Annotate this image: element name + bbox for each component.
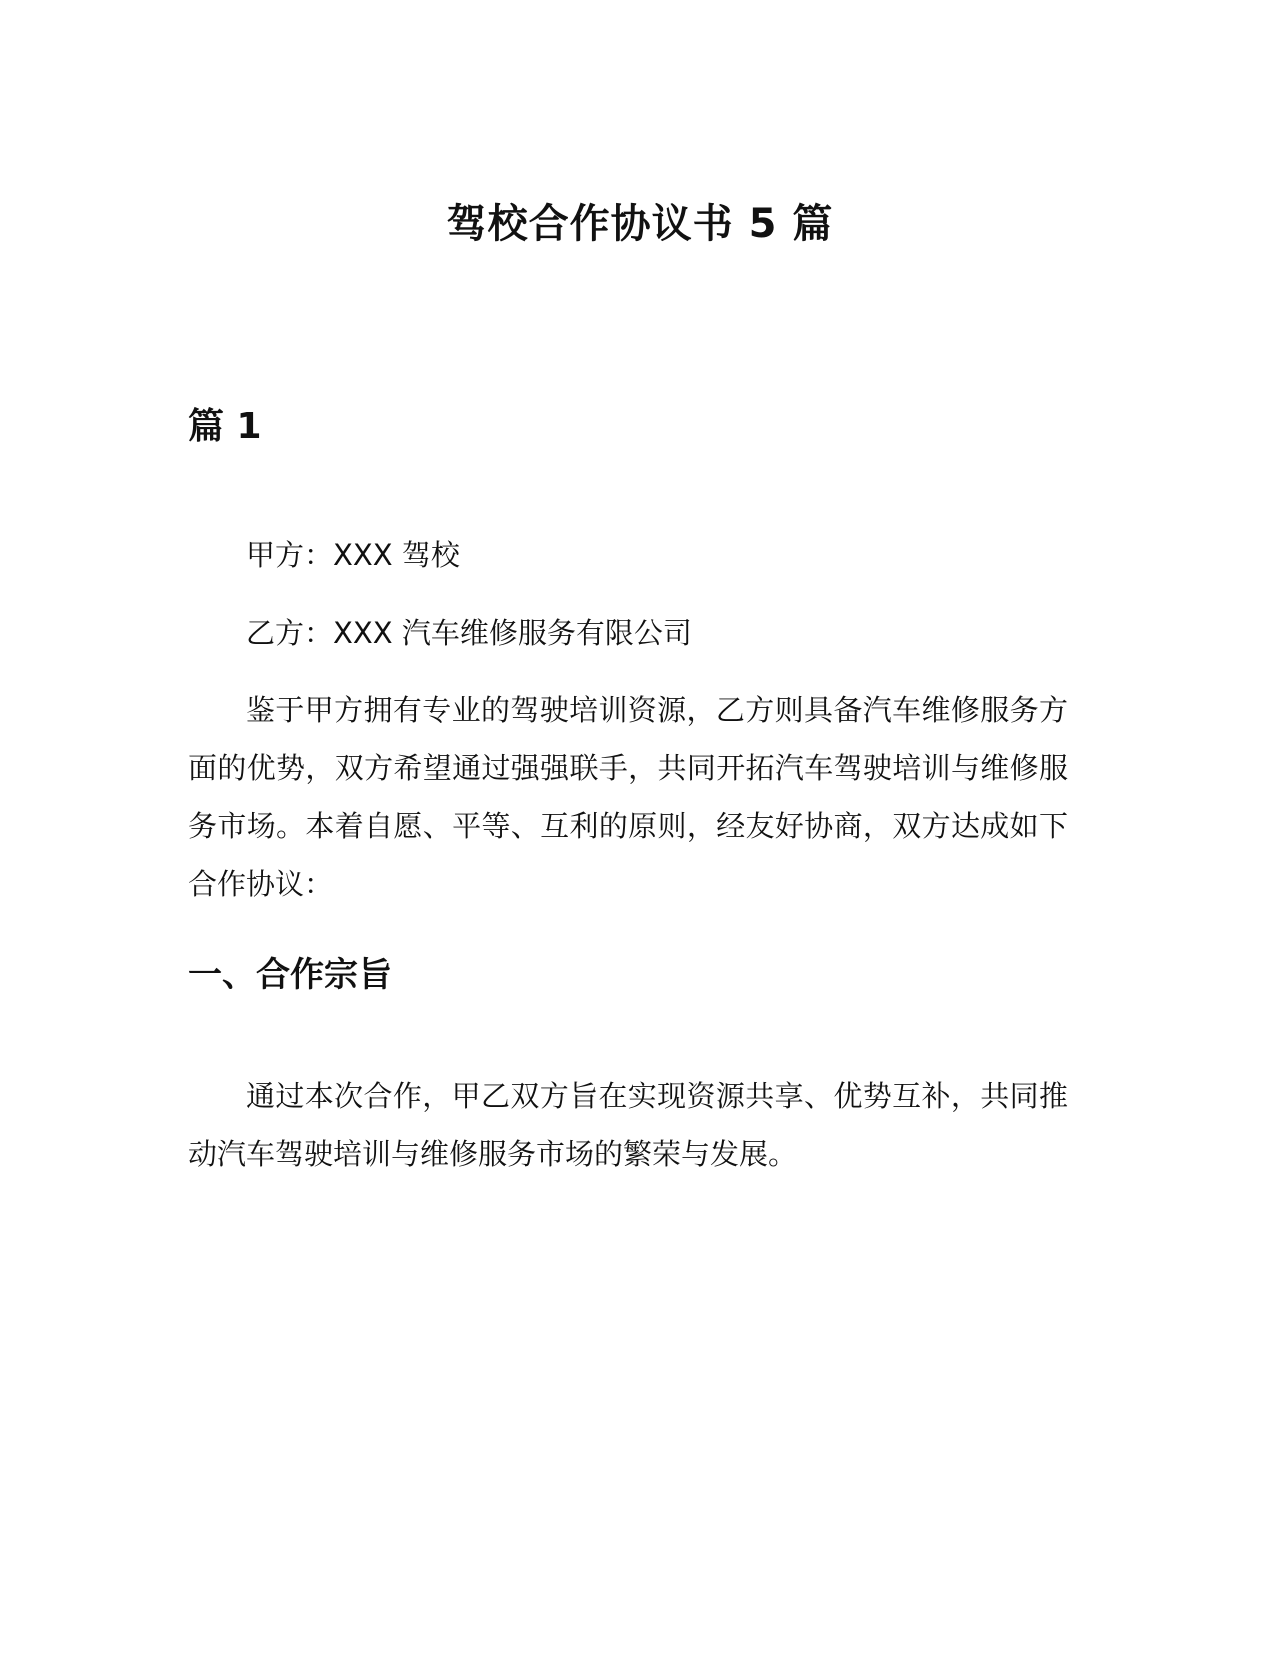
section-heading-pian-1: 篇 1 (188, 406, 262, 447)
intro-paragraph: 鉴于甲方拥有专业的驾驶培训资源，乙方则具备汽车维修服务方面的优势，双方希望通过强强联手，共同开拓汽车驾驶培训与维修服务市场。本着自愿、平等、互利的原则，经友好协商，双方达成如下合作协议： (188, 693, 1068, 901)
document-title: 驾校合作协议书 5 篇 (446, 201, 834, 247)
clause-1-body: 通过本次合作，甲乙双方旨在实现资源共享、优势互补，共同推动汽车驾驶培训与维修服务市场的繁荣与发展。 (188, 1079, 1068, 1171)
party-b-line: 乙方：XXX 汽车维修服务有限公司 (246, 616, 692, 650)
clause-1-heading: 一、合作宗旨 (188, 955, 392, 995)
party-a-line: 甲方：XXX 驾校 (246, 538, 460, 572)
